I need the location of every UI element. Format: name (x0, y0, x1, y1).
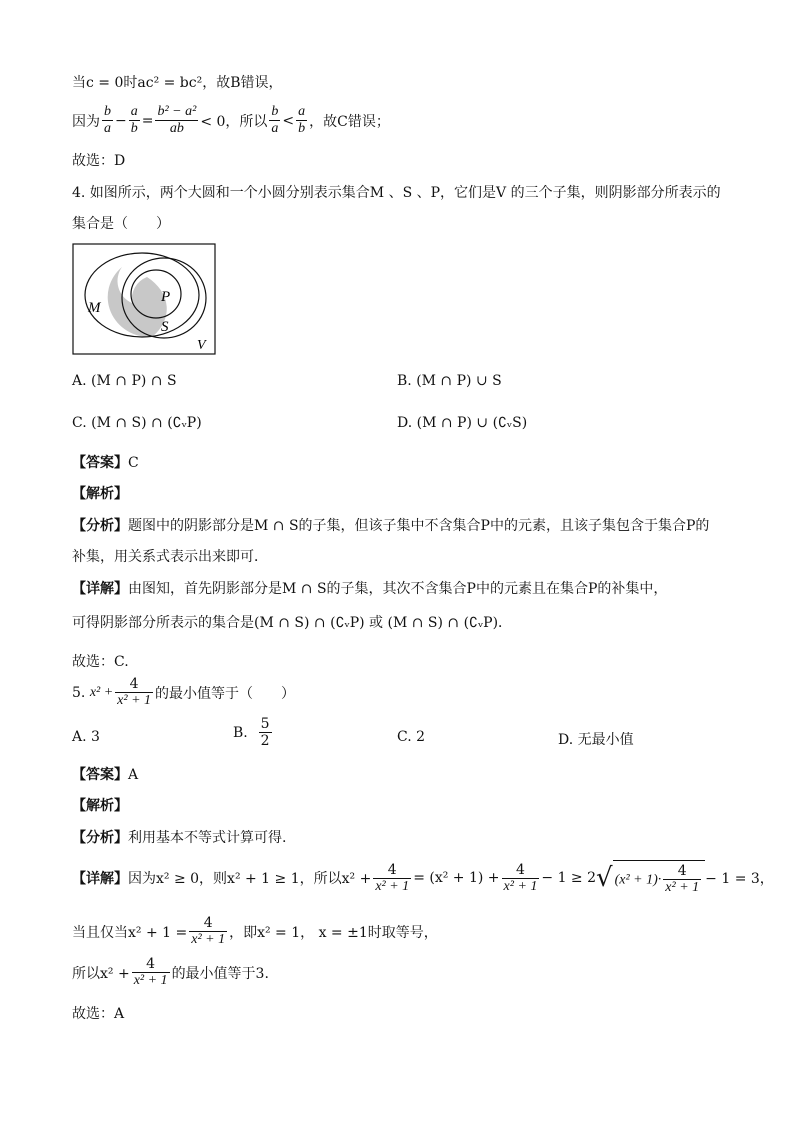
op: − (115, 112, 127, 129)
sqrt: √ (x² + 1)· $\frac{4}{\text{x² + 1}}$ (596, 860, 705, 896)
fraction: $\frac{5}{2}$ (260, 716, 270, 750)
q4-option-c: C. (M ∩ S) ∩ (∁ᵥP) (72, 415, 202, 431)
fraction: $\frac{a}{b}$ (298, 104, 306, 137)
q5-answer (72, 764, 138, 784)
q4-fenxi-line1 (72, 515, 709, 535)
prev-text-2c: ，故C错误； (309, 113, 390, 130)
venn-diagram (72, 243, 217, 356)
q5-option-c: C. 2 (397, 729, 426, 745)
op: = (141, 112, 154, 129)
q4-choice: 故选：C. (72, 654, 129, 670)
fraction: $\frac{4}{\text{x² + 1}}$ (375, 861, 410, 894)
fraction: $\frac{a}{b}$ (130, 104, 138, 137)
prev-choice: 故选：D (72, 153, 126, 169)
fenxi-tag: 【分析】 (72, 830, 128, 846)
prev-text-1: 当c = 0时ac² = bc²，故B错误， (72, 75, 283, 91)
label-v: V (197, 338, 206, 353)
answer-value: C (128, 455, 139, 471)
xj1-text-d: − 1 = 3， (705, 871, 774, 888)
label-p: P (161, 289, 171, 305)
q4-xiangjie-line2: 可得阴影部分所表示的集合是(M ∩ S) ∩ (∁ᵥP) 或 (M ∩ S) ∩ (∁ᵥP)． (72, 615, 513, 631)
q5-expr: x² + (89, 684, 114, 700)
answer-tag: 【答案】 (72, 455, 128, 471)
q4-xiangjie-line1 (72, 578, 667, 598)
q4-answer (72, 452, 139, 472)
fraction: $\frac{b}{a}$ (271, 104, 279, 137)
q5-option-d: D. 无最小值 (558, 732, 634, 748)
q5-xiangjie-line1 (72, 860, 774, 896)
q4-option-a: A. (M ∩ P) ∩ S (72, 373, 177, 389)
fraction: $\frac{\text{b² − a²}}{ab}$ (157, 104, 197, 137)
fenxi-tag: 【分析】 (72, 518, 128, 534)
q5-number: 5. (72, 684, 86, 701)
q4-analysis-tag: 【解析】 (72, 486, 128, 502)
xiangjie-text: 由图知，首先阴影部分是M ∩ S的子集，其次不含集合P中的元素且在集合P的补集中， (128, 581, 668, 597)
xj3-text-a: 所以x² + (72, 965, 130, 982)
op: < (282, 112, 295, 129)
fenxi-text: 利用基本不等式计算可得. (128, 830, 287, 846)
q5-xiangjie-line3 (72, 956, 269, 989)
label-s: S (161, 319, 169, 335)
q5-option-b (233, 716, 274, 749)
q4-stem-line2: 集合是（ ） (72, 216, 170, 232)
xj2-text-b: ，即x² = 1， x = ±1时取等号， (229, 924, 438, 941)
xj3-text-b: 的最小值等于3. (171, 965, 269, 982)
q5-choice: 故选：A (72, 1006, 125, 1022)
xj2-text-a: 当且仅当x² + 1 = (72, 924, 188, 941)
answer-tag: 【答案】 (72, 767, 128, 783)
prev-line-2 (72, 104, 390, 137)
xj1-text-c: − 1 ≥ 2 (541, 870, 597, 887)
q5-analysis-tag: 【解析】 (72, 798, 128, 814)
prev-line-1 (72, 72, 283, 92)
q5-fenxi (72, 827, 286, 847)
xj1-text-a: 因为x² ≥ 0，则x² + 1 ≥ 1，所以x² + (128, 871, 372, 888)
xj1-text-b: = (x² + 1) + (413, 870, 500, 887)
xiangjie-tag: 【详解】 (72, 871, 128, 888)
fraction: $\frac{4}{\text{x² + 1}}$ (191, 915, 226, 948)
q4-option-b: B. (M ∩ P) ∪ S (397, 373, 502, 389)
prev-text-2a: 因为 (72, 113, 100, 130)
q4-stem-line1: 4. 如图所示，两个大圆和一个小圆分别表示集合M 、S 、P，它们是V 的三个子集，则阴影部分所表示的 (72, 185, 721, 201)
q5-stem (72, 676, 295, 709)
fraction: $\frac{4}{\text{x² + 1}}$ (117, 676, 152, 709)
label-m: M (88, 300, 101, 316)
q4-fenxi-line2: 补集，用关系式表示出来即可． (72, 549, 268, 565)
fraction: $\frac{b}{a}$ (104, 104, 111, 137)
answer-value: A (128, 767, 139, 783)
fraction: $\frac{4}{\text{x² + 1}}$ (503, 861, 538, 894)
q4-option-d: D. (M ∩ P) ∪ (∁ᵥS) (397, 415, 528, 431)
xiangjie-tag: 【详解】 (72, 581, 128, 597)
q5-stem-text: 的最小值等于（ ） (155, 685, 296, 702)
prev-text-2b: < 0，所以 (200, 113, 268, 130)
q5-option-a: A. 3 (72, 729, 100, 745)
fraction: $\frac{4}{\text{x² + 1}}$ (133, 956, 168, 989)
q5-xiangjie-line2 (72, 915, 438, 948)
option-b-label: B. (233, 724, 248, 741)
fenxi-text: 题图中的阴影部分是M ∩ S的子集，但该子集中不含集合P中的元素，且该子集包含于集合P的 (128, 518, 710, 534)
